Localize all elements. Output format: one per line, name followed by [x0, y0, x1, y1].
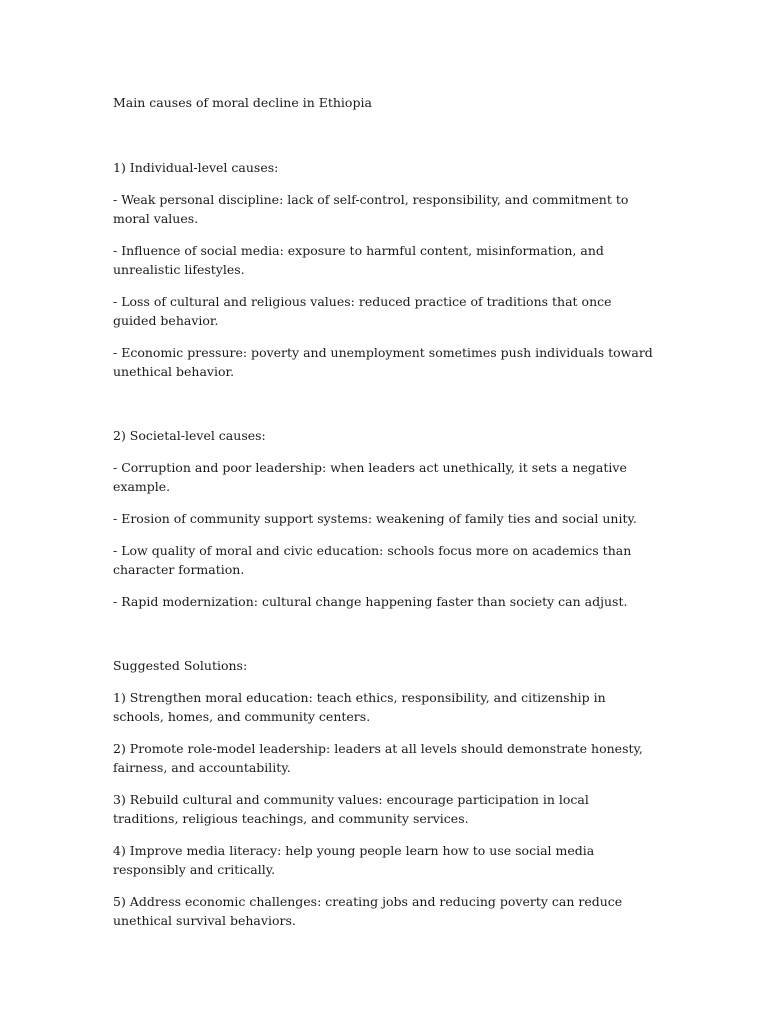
list-item: - Rapid modernization: cultural change happening faster than society can adjust. [113, 594, 628, 609]
list-item: - Weak personal discipline: lack of self-control, responsibility, and commitment to moral values. [113, 192, 629, 226]
list-item: 2) Promote role-model leadership: leaders at all levels should demonstrate honesty, fairness, and accountability. [113, 741, 643, 775]
list-item: - Erosion of community support systems: weakening of family ties and social unity. [113, 511, 637, 526]
list-item: 3) Rebuild cultural and community values: encourage participation in local traditions, religious teachings, and community services. [113, 792, 589, 826]
list-item: 1) Strengthen moral education: teach ethics, responsibility, and citizenship in schools, homes, and community centers. [113, 690, 606, 724]
section-heading: 1) Individual-level causes: [113, 160, 279, 175]
list-item: - Influence of social media: exposure to harmful content, misinformation, and unrealistic lifestyles. [113, 243, 604, 277]
section-individual-causes [113, 158, 653, 381]
list-item: - Loss of cultural and religious values: reduced practice of traditions that once guided behavior. [113, 294, 612, 328]
list-item: - Low quality of moral and civic education: schools focus more on academics than character formation. [113, 543, 632, 577]
section-heading: Suggested Solutions: [113, 658, 248, 673]
list-item: - Corruption and poor leadership: when leaders act unethically, it sets a negative example. [113, 460, 627, 494]
list-item: 5) Address economic challenges: creating jobs and reducing poverty can reduce unethical survival behaviors. [113, 894, 623, 928]
section-suggested-solutions [113, 656, 653, 930]
document-title: Main causes of moral decline in Ethiopia [113, 95, 372, 110]
list-item: - Economic pressure: poverty and unemployment sometimes push individuals toward unethical behavior. [113, 345, 653, 379]
section-societal-causes [113, 426, 653, 611]
document-page [113, 93, 653, 943]
section-heading: 2) Societal-level causes: [113, 428, 266, 443]
list-item: 4) Improve media literacy: help young people learn how to use social media responsibly and critically. [113, 843, 595, 877]
